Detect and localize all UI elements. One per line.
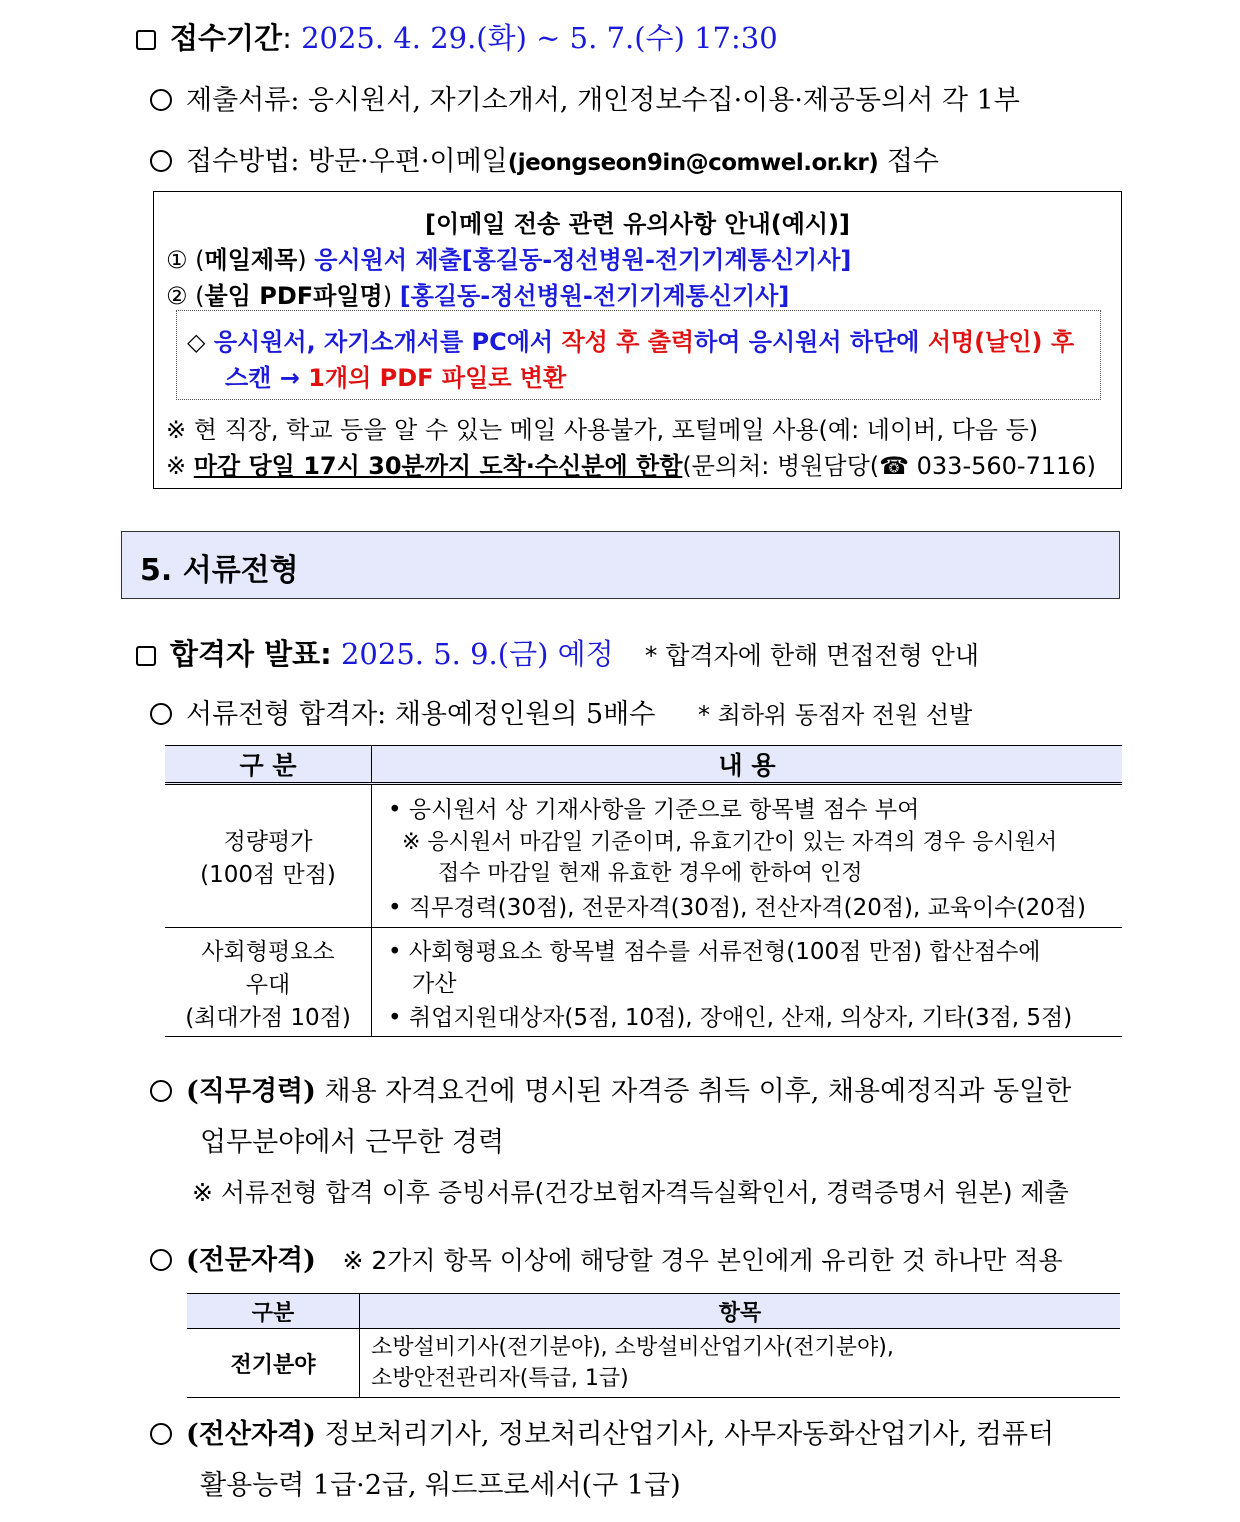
circle-bullet-icon xyxy=(150,1423,172,1445)
license-table xyxy=(187,1293,1120,1398)
circle-bullet-icon xyxy=(150,150,172,172)
notice-note-1: ※ 현 직장, 학교 등을 알 수 있는 메일 사용불가, 포털메일 사용(예: 네이버, 다음 등) xyxy=(166,416,1039,444)
circle-bullet-icon xyxy=(150,89,172,111)
notice-item-1: ① (메일제목) 응시원서 제출[홍길동-정선병원-전기기계통신기사] xyxy=(166,246,852,274)
pass-item: 서류전형 합격자: 채용예정인원의 5배수 * 최하위 동점자 전원 선발 xyxy=(150,692,972,731)
section-title: 5. 서류전형 xyxy=(140,553,299,588)
checkbox-square-icon xyxy=(136,646,156,666)
notice-item-2: ② (붙임 PDF파일명) [홍길동-정선병원-전기기계통신기사] xyxy=(166,282,790,310)
row-category: 사회형평요소 우대 (최대가점 10점) xyxy=(165,928,372,1037)
circle-bullet-icon xyxy=(150,1080,172,1102)
notice-note-2: ※ 마감 당일 17시 30분까지 도착·수신분에 한함(문의처: 병원담당(☎ 033-560-7116) xyxy=(166,452,1097,480)
table-header: 항목 xyxy=(360,1294,1121,1329)
table-header: 구 분 xyxy=(165,746,372,784)
checkbox-square-icon xyxy=(136,30,156,50)
row-category: 정량평가 (100점 만점) xyxy=(165,784,372,928)
method-item: 접수방법: 방문·우편·이메일(jeongseon9in@comwel.or.kr) 접수 xyxy=(150,139,939,178)
guide-line-1: ◇ 응시원서, 자기소개서를 PC에서 작성 후 출력하여 응시원서 하단에 서명(날인) 후 xyxy=(187,328,1075,356)
table-row xyxy=(165,784,1122,928)
computer-item: (전산자격) 정보처리기사, 정보처리산업기사, 사무자동화산업기사, 컴퓨터 xyxy=(150,1412,1054,1451)
section-5-header xyxy=(121,531,1120,599)
career-item: (직무경력) 채용 자격요건에 명시된 자격증 취득 이후, 채용예정직과 동일한 xyxy=(150,1069,1071,1108)
circle-bullet-icon xyxy=(150,1249,172,1271)
email-notice-box xyxy=(153,191,1122,489)
diamond-icon: ◇ xyxy=(187,328,206,356)
documents-item: 제출서류: 응시원서, 자기소개서, 개인정보수집·이용·제공동의서 각 1부 xyxy=(150,78,1020,117)
circle-bullet-icon xyxy=(150,703,172,725)
license-item: (전문자격) ※ 2가지 항목 이상에 해당할 경우 본인에게 유리한 것 하나만 적용 xyxy=(150,1238,1063,1277)
guide-line-2: 스캔 → 1개의 PDF 파일로 변환 xyxy=(225,364,567,392)
table-row xyxy=(187,1329,1120,1398)
announce-heading: 합격자 발표: 2025. 5. 9.(금) 예정 * 합격자에 한해 면접전형 안내 xyxy=(136,632,979,673)
period-value: 2025. 4. 29.(화) ~ 5. 7.(수) 17:30 xyxy=(301,21,778,55)
row-content: • 응시원서 상 기재사항을 기준으로 항목별 점수 부여 ※ 응시원서 마감일 기준이며, 유효기간이 있는 자격의 경우 응시원서 접수 마감일 현재 유효한 경우에 한하여 인정 • 직무경력(30점), 전문자격(30점), 전산자격(20점), 교육이수(20점) xyxy=(372,784,1123,928)
row-content: 소방설비기사(전기분야), 소방설비산업기사(전기분야), 소방안전관리자(특급, 1급) xyxy=(360,1329,1121,1398)
email-address: (jeongseon9in@comwel.or.kr) xyxy=(507,150,879,176)
evaluation-table xyxy=(165,745,1122,1037)
table-header: 구분 xyxy=(187,1294,360,1329)
notice-title: [이메일 전송 관련 유의사항 안내(예시)] xyxy=(424,210,851,238)
table-row xyxy=(165,928,1122,1037)
career-note: ※ 서류전형 합격 이후 증빙서류(건강보험자격득실확인서, 경력증명서 원본) 제출 xyxy=(192,1178,1069,1207)
row-category: 전기분야 xyxy=(187,1329,360,1398)
row-content: • 사회형평요소 항목별 점수를 서류전형(100점 만점) 합산점수에 가산 • 취업지원대상자(5점, 10점), 장애인, 산재, 의상자, 기타(3점, 5점) xyxy=(372,928,1123,1037)
period-heading: 접수기간: 2025. 4. 29.(화) ~ 5. 7.(수) 17:30 xyxy=(136,16,778,57)
computer-item-cont: 활용능력 1급·2급, 워드프로세서(구 1급) xyxy=(200,1470,681,1501)
career-item-cont: 업무분야에서 근무한 경력 xyxy=(200,1127,505,1158)
guide-box xyxy=(176,310,1101,400)
table-header: 내 용 xyxy=(372,746,1123,784)
